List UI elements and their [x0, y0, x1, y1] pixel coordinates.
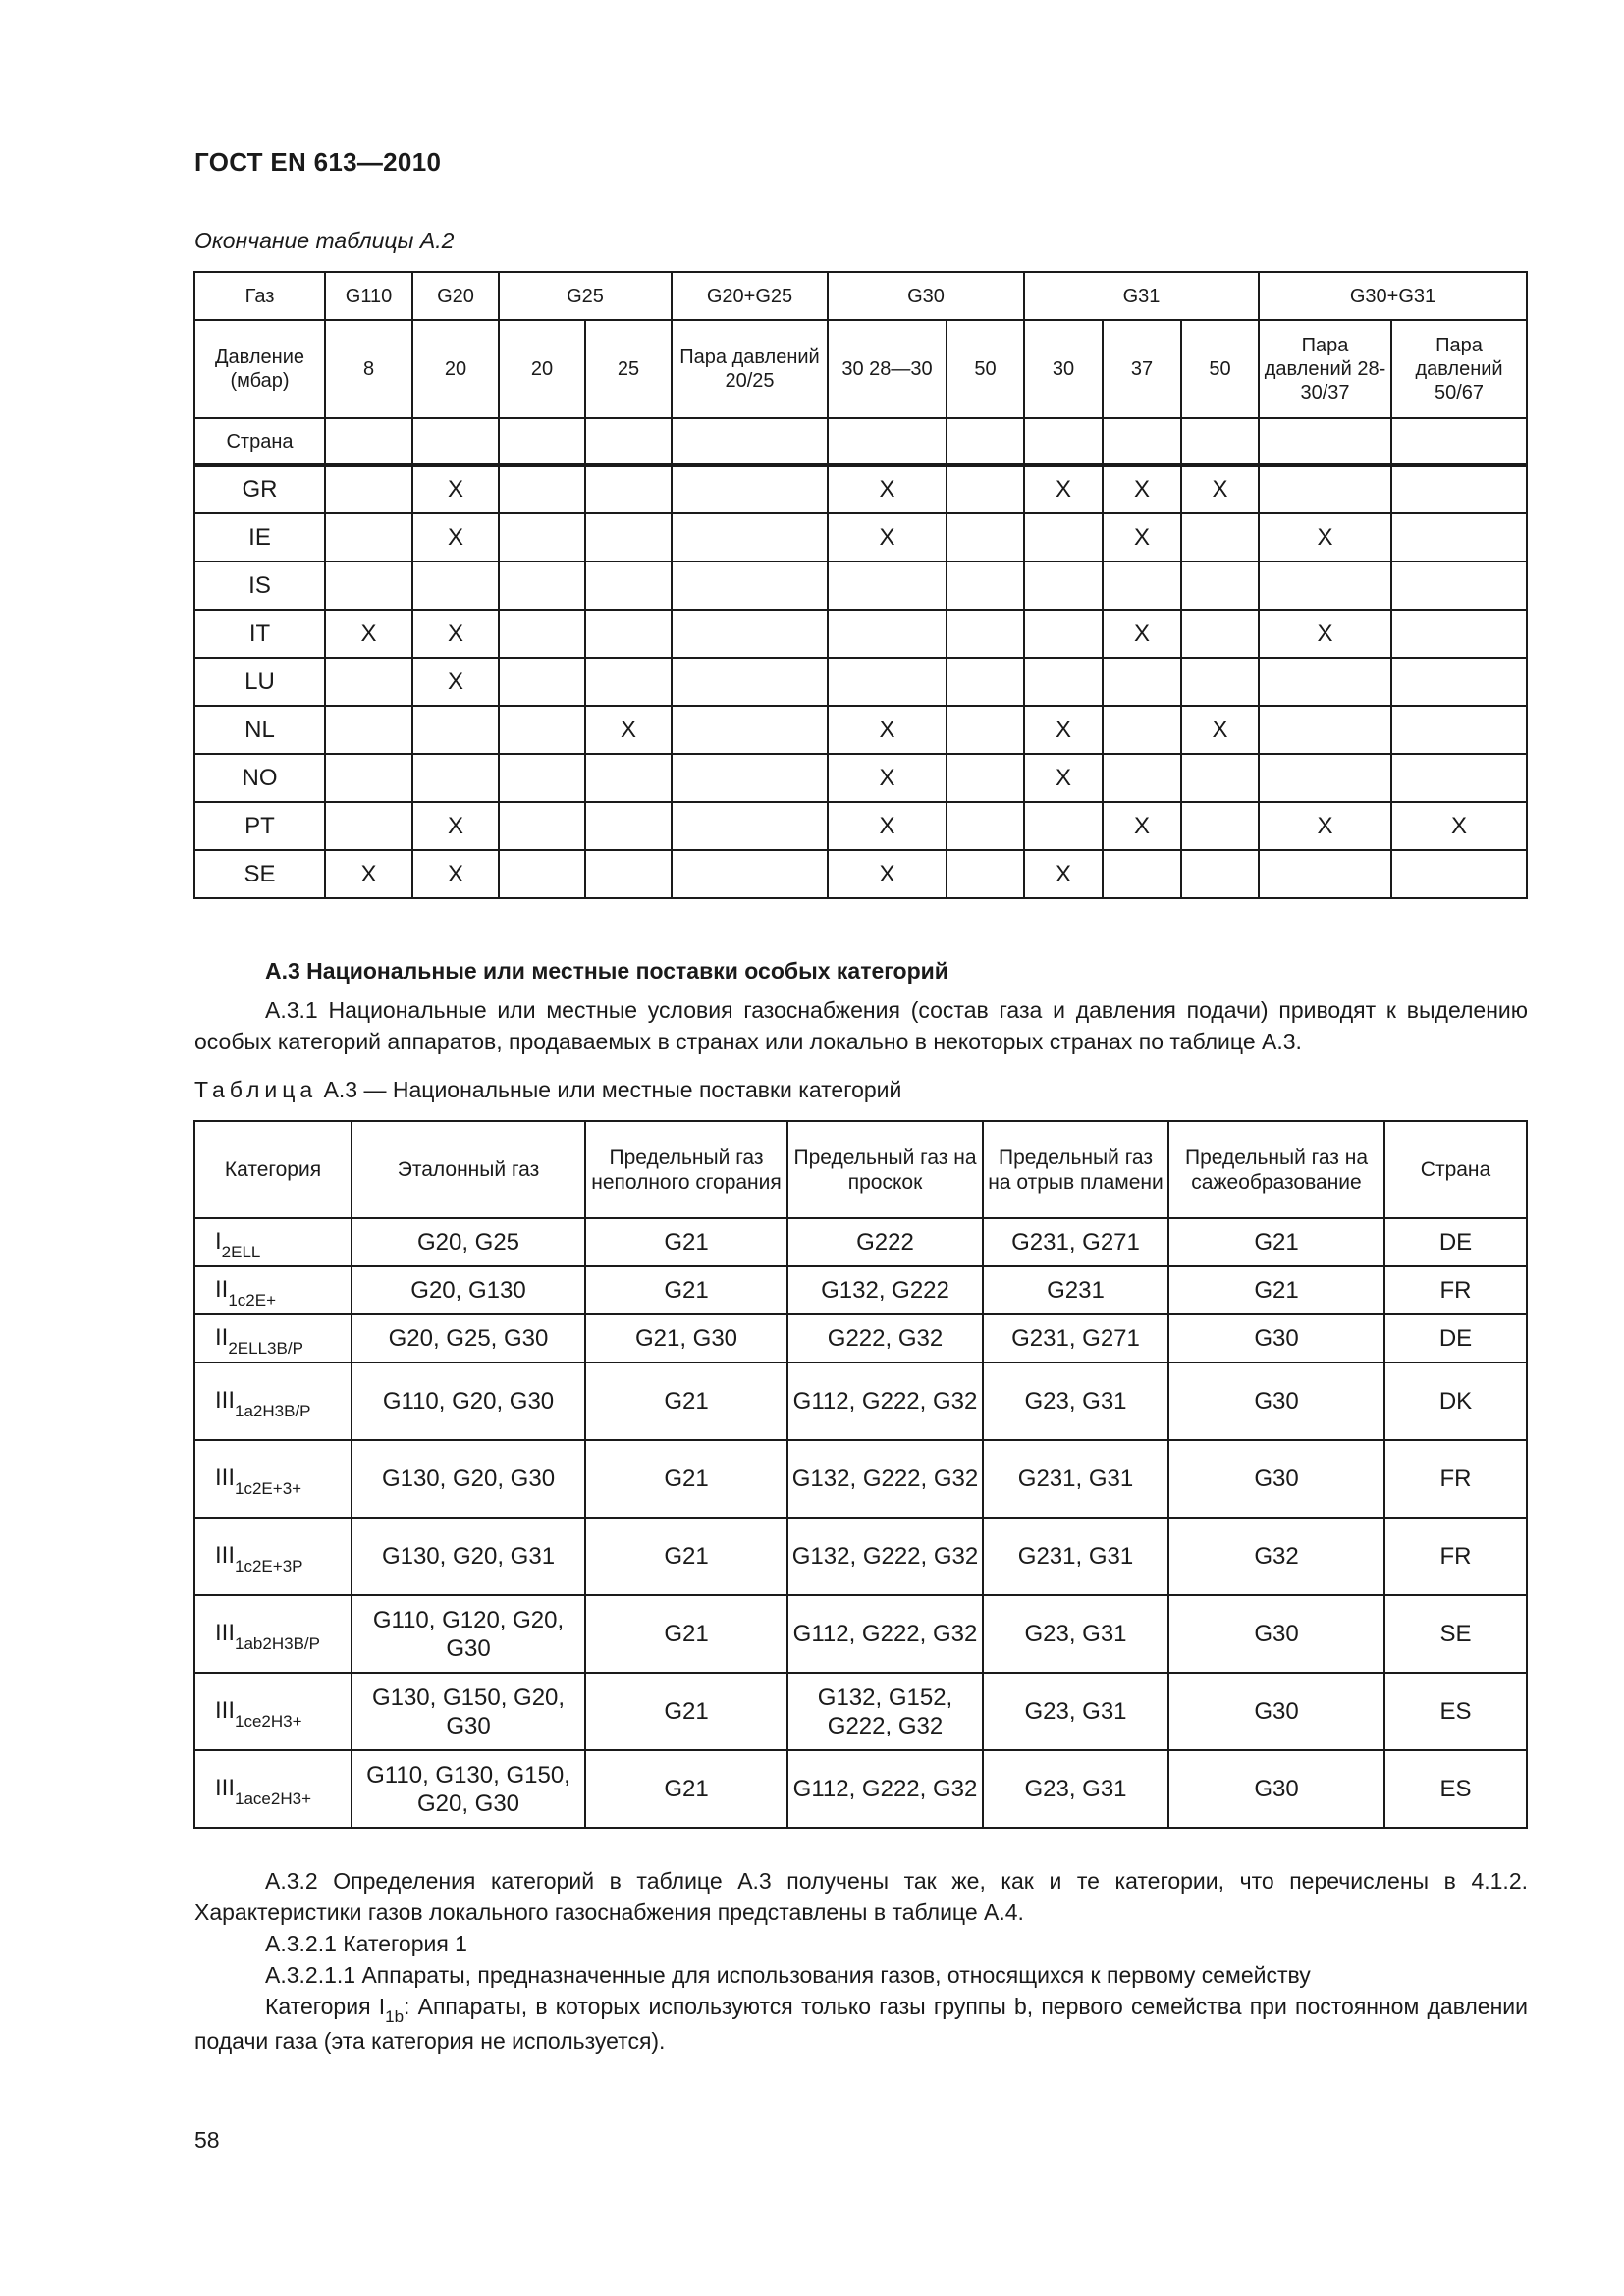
mark-cell	[585, 850, 672, 898]
country-row	[194, 513, 1527, 561]
reference-gas-cell: G110, G20, G30	[352, 1362, 585, 1440]
column-header: Предельный газ на отрыв пламени	[983, 1121, 1168, 1218]
mark-cell	[325, 465, 412, 513]
mark-cell	[499, 754, 585, 802]
incomplete-combustion-cell: G21	[585, 1673, 787, 1750]
table-header-row	[194, 1121, 1527, 1218]
page-number: 58	[194, 2127, 220, 2153]
column-header: Предельный газ неполного сгорания	[585, 1121, 787, 1218]
country-row	[194, 850, 1527, 898]
paragraph-a32: А.3.2 Определения категорий в таблице А.3 получены так же, как и те категории, что перечислены в 4.1.2. Характеристики газов локального газоснабжения представлены в таблице А.4.	[194, 1868, 1528, 1925]
gas-group-header: G30	[828, 272, 1024, 320]
category-subscript: 1b	[385, 2007, 405, 2026]
mark-cell: X	[828, 850, 947, 898]
table-a3-caption	[194, 1077, 901, 1103]
table-caption-text: А.3 — Национальные или местные поставки категорий	[323, 1077, 902, 1102]
table-row	[194, 1266, 1527, 1314]
mark-cell	[499, 465, 585, 513]
category-subscript: 1c2E+3P	[235, 1557, 303, 1575]
category-subscript: 1a2H3B/P	[235, 1402, 311, 1420]
mark-cell	[1024, 658, 1103, 706]
pressure-cell: Пара давлений 20/25	[672, 320, 828, 418]
table-row	[194, 1314, 1527, 1362]
reference-gas-cell: G130, G150, G20, G30	[352, 1673, 585, 1750]
flame-lift-cell: G231, G31	[983, 1440, 1168, 1518]
incomplete-combustion-cell: G21	[585, 1266, 787, 1314]
pressure-cell: 50	[1181, 320, 1259, 418]
mark-cell	[672, 706, 828, 754]
pressure-cell: 50	[947, 320, 1024, 418]
gas-group-header: G110	[325, 272, 412, 320]
mark-cell	[1391, 754, 1527, 802]
gas-group-header: G31	[1024, 272, 1259, 320]
mark-cell	[1259, 754, 1391, 802]
category-subscript: 1c2E+	[228, 1291, 277, 1309]
mark-cell	[499, 513, 585, 561]
sooting-cell: G21	[1168, 1266, 1384, 1314]
mark-cell	[1391, 850, 1527, 898]
category-text: : Аппараты, в которых используются только газы группы b, первого семейства при постоянном давлении подачи газа (эта категория не используется).	[194, 1994, 1528, 2054]
pressure-cell: 30 28—30	[828, 320, 947, 418]
mark-cell	[585, 610, 672, 658]
mark-cell	[672, 802, 828, 850]
reference-gas-cell: G130, G20, G30	[352, 1440, 585, 1518]
incomplete-combustion-cell: G21, G30	[585, 1314, 787, 1362]
paragraph-a321: А.3.2.1 Категория 1	[265, 1931, 467, 1956]
flame-lift-cell: G23, G31	[983, 1595, 1168, 1673]
pressure-label: Давление (мбар)	[194, 320, 325, 418]
table-a3	[193, 1120, 1528, 1829]
column-header: Предельный газ на сажеобразование	[1168, 1121, 1384, 1218]
mark-cell	[1391, 706, 1527, 754]
pressure-row	[194, 320, 1527, 418]
pressure-cell: 30	[1024, 320, 1103, 418]
table-row	[194, 1362, 1527, 1440]
mark-cell: X	[1181, 706, 1259, 754]
gas-group-header: G20	[412, 272, 499, 320]
mark-cell	[1259, 658, 1391, 706]
mark-cell	[947, 513, 1024, 561]
mark-cell	[1259, 465, 1391, 513]
mark-cell: X	[1259, 513, 1391, 561]
flame-lift-cell: G231, G31	[983, 1518, 1168, 1595]
mark-cell	[672, 465, 828, 513]
mark-cell	[672, 658, 828, 706]
category-main: I	[215, 1228, 222, 1255]
reference-gas-cell: G20, G130	[352, 1266, 585, 1314]
category-main: III	[215, 1387, 236, 1414]
country-row	[194, 754, 1527, 802]
sooting-cell: G30	[1168, 1440, 1384, 1518]
gas-row	[194, 272, 1527, 320]
category-cell	[194, 1440, 352, 1518]
category-cell	[194, 1595, 352, 1673]
mark-cell: X	[828, 706, 947, 754]
country-label: Страна	[194, 418, 325, 465]
mark-cell	[1391, 561, 1527, 610]
country-row	[194, 561, 1527, 610]
country-cell: DE	[1384, 1314, 1527, 1362]
mark-cell: X	[1259, 610, 1391, 658]
country-cell: ES	[1384, 1750, 1527, 1828]
category-subscript: 1ab2H3B/P	[235, 1634, 320, 1653]
category-main: III	[215, 1620, 236, 1646]
mark-cell	[828, 658, 947, 706]
category-main: III	[215, 1465, 236, 1491]
table-caption-word: Таблица	[194, 1077, 318, 1102]
mark-cell	[499, 802, 585, 850]
category-subscript: 2ELL3B/P	[228, 1339, 303, 1358]
mark-cell	[325, 658, 412, 706]
mark-cell	[672, 754, 828, 802]
mark-cell: X	[828, 513, 947, 561]
light-back-cell: G222, G32	[787, 1314, 983, 1362]
mark-cell: X	[828, 754, 947, 802]
country-cell: FR	[1384, 1266, 1527, 1314]
sooting-cell: G30	[1168, 1314, 1384, 1362]
mark-cell	[325, 706, 412, 754]
light-back-cell: G112, G222, G32	[787, 1750, 983, 1828]
table-row	[194, 1595, 1527, 1673]
mark-cell	[672, 561, 828, 610]
mark-cell: X	[1259, 802, 1391, 850]
mark-cell	[1391, 465, 1527, 513]
light-back-cell: G132, G222	[787, 1266, 983, 1314]
mark-cell	[1391, 610, 1527, 658]
mark-cell	[585, 561, 672, 610]
table-row	[194, 1218, 1527, 1266]
table-row	[194, 1518, 1527, 1595]
mark-cell	[947, 610, 1024, 658]
mark-cell: X	[1103, 513, 1181, 561]
country-cell: NO	[194, 754, 325, 802]
mark-cell: X	[325, 850, 412, 898]
pressure-cell: 25	[585, 320, 672, 418]
category-subscript: 1ce2H3+	[235, 1712, 302, 1731]
mark-cell	[672, 610, 828, 658]
mark-cell	[947, 706, 1024, 754]
mark-cell	[1103, 561, 1181, 610]
column-header: Страна	[1384, 1121, 1527, 1218]
category-main: II	[215, 1276, 229, 1303]
sooting-cell: G32	[1168, 1518, 1384, 1595]
category-cell	[194, 1362, 352, 1440]
mark-cell: X	[412, 513, 499, 561]
mark-cell	[325, 513, 412, 561]
country-cell: DK	[1384, 1362, 1527, 1440]
country-cell: IT	[194, 610, 325, 658]
pressure-cell: 37	[1103, 320, 1181, 418]
mark-cell	[325, 561, 412, 610]
gas-label: Газ	[194, 272, 325, 320]
mark-cell	[947, 561, 1024, 610]
mark-cell	[1181, 610, 1259, 658]
sooting-cell: G30	[1168, 1595, 1384, 1673]
mark-cell	[325, 802, 412, 850]
mark-cell	[1259, 706, 1391, 754]
mark-cell: X	[1181, 465, 1259, 513]
category-cell	[194, 1314, 352, 1362]
mark-cell: X	[1103, 610, 1181, 658]
country-cell: IE	[194, 513, 325, 561]
reference-gas-cell: G110, G130, G150, G20, G30	[352, 1750, 585, 1828]
country-cell: SE	[194, 850, 325, 898]
reference-gas-cell: G110, G120, G20, G30	[352, 1595, 585, 1673]
country-cell: FR	[1384, 1518, 1527, 1595]
sooting-cell: G21	[1168, 1218, 1384, 1266]
country-cell: LU	[194, 658, 325, 706]
mark-cell: X	[828, 802, 947, 850]
mark-cell: X	[412, 802, 499, 850]
paragraph-a3211: А.3.2.1.1 Аппараты, предназначенные для использования газов, относящихся к первому семейству	[265, 1962, 1311, 1988]
mark-cell	[1181, 850, 1259, 898]
mark-cell	[585, 465, 672, 513]
column-header: Эталонный газ	[352, 1121, 585, 1218]
flame-lift-cell: G231, G271	[983, 1314, 1168, 1362]
category-subscript: 2ELL	[221, 1243, 261, 1261]
mark-cell	[325, 754, 412, 802]
light-back-cell: G112, G222, G32	[787, 1595, 983, 1673]
mark-cell	[499, 561, 585, 610]
pressure-cell: 8	[325, 320, 412, 418]
category-main: III	[215, 1775, 236, 1801]
country-cell: DE	[1384, 1218, 1527, 1266]
incomplete-combustion-cell: G21	[585, 1595, 787, 1673]
light-back-cell: G132, G152, G222, G32	[787, 1673, 983, 1750]
mark-cell: X	[1024, 850, 1103, 898]
gas-group-header: G20+G25	[672, 272, 828, 320]
mark-cell	[499, 706, 585, 754]
mark-cell: X	[1391, 802, 1527, 850]
mark-cell	[947, 465, 1024, 513]
mark-cell: X	[412, 610, 499, 658]
document-header: ГОСТ EN 613—2010	[194, 147, 442, 177]
mark-cell	[1181, 561, 1259, 610]
gas-group-header: G25	[499, 272, 672, 320]
mark-cell	[947, 754, 1024, 802]
mark-cell	[1024, 561, 1103, 610]
table-a2-continuation	[193, 271, 1528, 899]
mark-cell: X	[585, 706, 672, 754]
table-row	[194, 1673, 1527, 1750]
reference-gas-cell: G20, G25, G30	[352, 1314, 585, 1362]
mark-cell	[947, 850, 1024, 898]
light-back-cell: G132, G222, G32	[787, 1440, 983, 1518]
country-row	[194, 658, 1527, 706]
mark-cell: X	[412, 658, 499, 706]
pressure-cell: Пара давлений 50/67	[1391, 320, 1527, 418]
country-cell: PT	[194, 802, 325, 850]
reference-gas-cell: G20, G25	[352, 1218, 585, 1266]
mark-cell: X	[1103, 465, 1181, 513]
paragraph-category-i1b	[194, 1991, 1528, 2056]
light-back-cell: G222	[787, 1218, 983, 1266]
mark-cell: X	[828, 465, 947, 513]
sooting-cell: G30	[1168, 1362, 1384, 1440]
mark-cell: X	[1024, 465, 1103, 513]
category-subscript: 1ace2H3+	[235, 1789, 311, 1808]
country-cell: IS	[194, 561, 325, 610]
country-cell: GR	[194, 465, 325, 513]
country-cell: SE	[1384, 1595, 1527, 1673]
category-cell	[194, 1266, 352, 1314]
mark-cell	[1181, 513, 1259, 561]
flame-lift-cell: G231	[983, 1266, 1168, 1314]
mark-cell	[672, 850, 828, 898]
light-back-cell: G132, G222, G32	[787, 1518, 983, 1595]
sooting-cell: G30	[1168, 1673, 1384, 1750]
category-cell	[194, 1673, 352, 1750]
mark-cell	[1103, 754, 1181, 802]
incomplete-combustion-cell: G21	[585, 1750, 787, 1828]
table-row	[194, 1750, 1527, 1828]
country-row	[194, 465, 1527, 513]
mark-cell	[1103, 850, 1181, 898]
mark-cell	[672, 513, 828, 561]
light-back-cell: G112, G222, G32	[787, 1362, 983, 1440]
flame-lift-cell: G231, G271	[983, 1218, 1168, 1266]
country-cell: NL	[194, 706, 325, 754]
gas-group-header: G30+G31	[1259, 272, 1527, 320]
mark-cell	[412, 561, 499, 610]
sooting-cell: G30	[1168, 1750, 1384, 1828]
mark-cell: X	[1024, 754, 1103, 802]
category-label: Категория I	[265, 1994, 386, 2019]
mark-cell: X	[1024, 706, 1103, 754]
mark-cell	[1103, 706, 1181, 754]
mark-cell	[412, 706, 499, 754]
section-a3-heading: А.3 Национальные или местные поставки особых категорий	[265, 958, 948, 984]
incomplete-combustion-cell: G21	[585, 1218, 787, 1266]
category-main: II	[215, 1324, 229, 1351]
mark-cell	[1391, 513, 1527, 561]
mark-cell: X	[412, 465, 499, 513]
mark-cell	[828, 610, 947, 658]
reference-gas-cell: G130, G20, G31	[352, 1518, 585, 1595]
country-row	[194, 802, 1527, 850]
mark-cell: X	[412, 850, 499, 898]
country-cell: ES	[1384, 1673, 1527, 1750]
mark-cell	[412, 754, 499, 802]
mark-cell	[499, 850, 585, 898]
mark-cell	[1259, 561, 1391, 610]
pressure-cell: 20	[412, 320, 499, 418]
mark-cell	[828, 561, 947, 610]
mark-cell	[585, 754, 672, 802]
mark-cell	[1391, 658, 1527, 706]
flame-lift-cell: G23, G31	[983, 1362, 1168, 1440]
mark-cell	[1024, 802, 1103, 850]
mark-cell	[585, 658, 672, 706]
mark-cell	[1024, 610, 1103, 658]
country-label-row	[194, 418, 1527, 465]
category-main: III	[215, 1542, 236, 1569]
country-row	[194, 610, 1527, 658]
mark-cell	[1181, 658, 1259, 706]
incomplete-combustion-cell: G21	[585, 1518, 787, 1595]
flame-lift-cell: G23, G31	[983, 1750, 1168, 1828]
column-header: Категория	[194, 1121, 352, 1218]
mark-cell	[499, 610, 585, 658]
mark-cell: X	[1103, 802, 1181, 850]
flame-lift-cell: G23, G31	[983, 1673, 1168, 1750]
incomplete-combustion-cell: G21	[585, 1440, 787, 1518]
mark-cell	[585, 513, 672, 561]
mark-cell	[499, 658, 585, 706]
mark-cell	[947, 658, 1024, 706]
mark-cell	[1103, 658, 1181, 706]
mark-cell	[585, 802, 672, 850]
category-main: III	[215, 1697, 236, 1724]
mark-cell	[1181, 754, 1259, 802]
incomplete-combustion-cell: G21	[585, 1362, 787, 1440]
mark-cell: X	[325, 610, 412, 658]
category-cell	[194, 1218, 352, 1266]
column-header: Предельный газ на проскок	[787, 1121, 983, 1218]
pressure-cell: 20	[499, 320, 585, 418]
table-row	[194, 1440, 1527, 1518]
mark-cell	[1181, 802, 1259, 850]
country-row	[194, 706, 1527, 754]
pressure-cell: Пара давлений 28-30/37	[1259, 320, 1391, 418]
table-continuation-caption: Окончание таблицы А.2	[194, 228, 455, 253]
category-cell	[194, 1518, 352, 1595]
paragraph-a31: А.3.1 Национальные или местные условия газоснабжения (состав газа и давления подачи) приводят к выделению особых категорий аппаратов, продаваемых в странах или локально в некоторых странах по таблице А.3.	[194, 997, 1528, 1054]
mark-cell	[1259, 850, 1391, 898]
country-cell: FR	[1384, 1440, 1527, 1518]
mark-cell	[1024, 513, 1103, 561]
mark-cell	[947, 802, 1024, 850]
category-cell	[194, 1750, 352, 1828]
category-subscript: 1c2E+3+	[235, 1479, 302, 1498]
